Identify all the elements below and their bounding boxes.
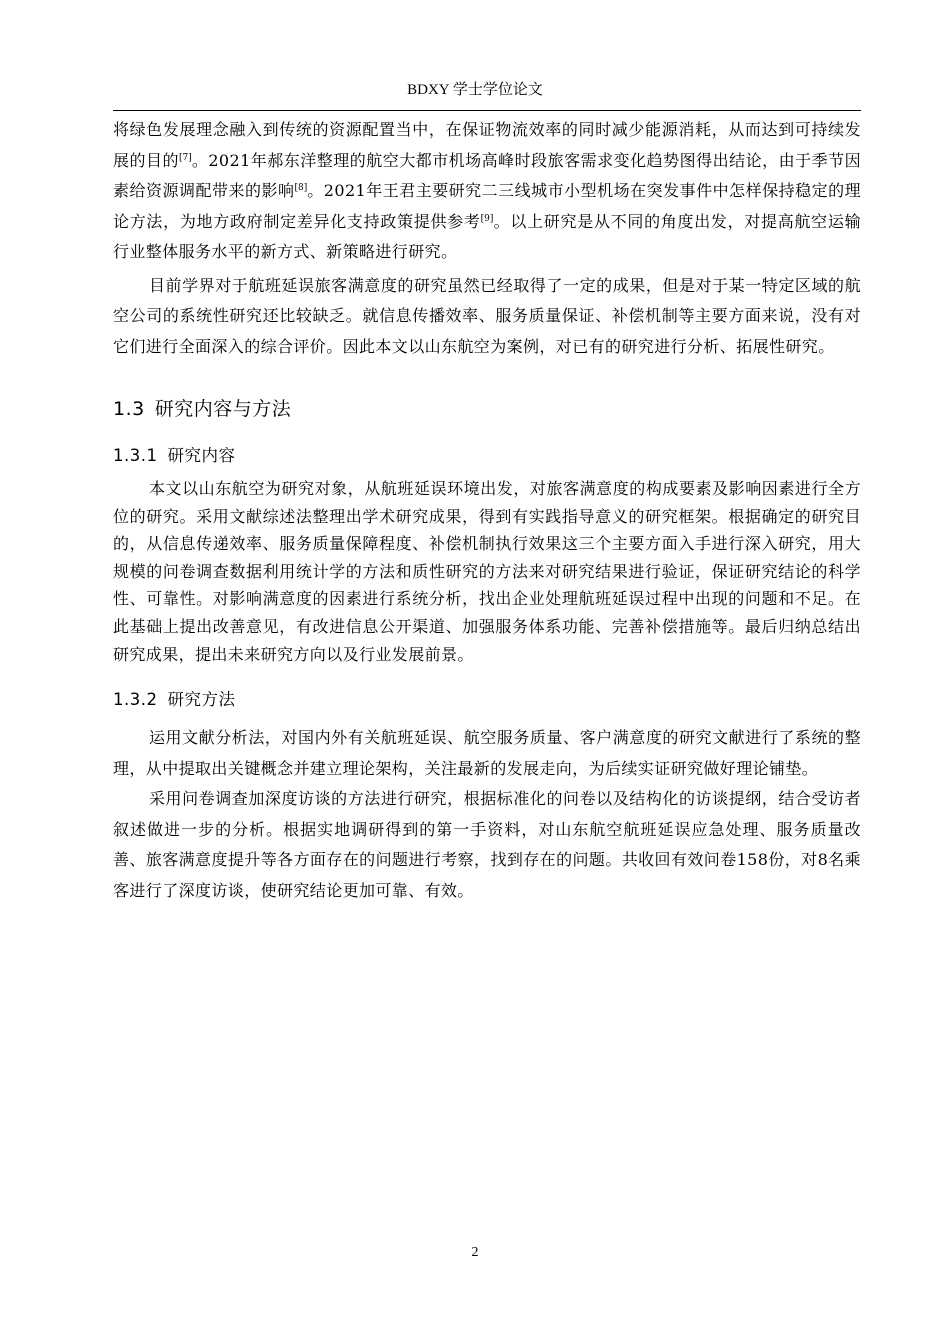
method-paragraph-survey: 采用问卷调查加深度访谈的方法进行研究，根据标准化的问卷以及结构化的访谈提纲，结合受访者叙述做进一步的分析。根据实地调研得到的第一手资料，对山东航空航班延误应急处理、服务质量改善、旅客满意度提升等各方面存在的问题进行考察，找到存在的问题。共收回有效问卷158份，对8名乘客进行了深度访谈，使研究结论更加可靠、有效。 xyxy=(113,789,861,900)
citation-ref: [8] xyxy=(294,183,308,193)
subsection-heading xyxy=(113,688,861,712)
method-paragraph-literature: 运用文献分析法，对国内外有关航班延误、航空服务质量、客户满意度的研究文献进行了系统的整理，从中提取出关键概念并建立理论架构，关注最新的发展走向，为后续实证研究做好理论铺垫。 xyxy=(113,728,861,778)
subsection-number: 1.3.2 xyxy=(113,690,158,710)
text-segment: 。2021年王君主要研究二三线城市小型机场在突发事件中怎样保持稳定的理论方法，为地方政府制定差异化支持政策提供参考 xyxy=(113,181,861,231)
text-segment: 。以上研究是从不同的角度出发，对提高航空运输行业整体服务水平的新方式、新策略进行研究。 xyxy=(113,211,861,261)
research-content-paragraph: 本文以山东航空为研究对象，从航班延误环境出发，对旅客满意度的构成要素及影响因素进行全方位的研究。采用文献综述法整理出学术研究成果，得到有实践指导意义的研究框架。根据确定的研究目的，从信息传递效率、服务质量保障程度、补偿机制执行效果这三个主要方面入手进行深入研究，用大规模的问卷调查数据利用统计学的方法和质性研究的方法来对研究结果进行验证，保证研究结论的科学性、可靠性。对影响满意度的因素进行系统分析，找出企业处理航班延误过程中出现的问题和不足。在此基础上提出改善意见，有改进信息公开渠道、加强服务体系功能、完善补偿措施等。最后归纳总结出研究成果，提出未来研究方向以及行业发展前景。 xyxy=(113,479,861,664)
page-header: BDXY 学士学位论文 xyxy=(407,82,543,98)
literature-review-paragraph xyxy=(113,115,861,268)
citation-ref: [7] xyxy=(178,152,192,163)
section-heading xyxy=(113,396,861,422)
header-rule xyxy=(113,110,861,111)
subsection-title: 研究方法 xyxy=(167,690,236,710)
text-segment: 。2021年郝东洋整理的航空大都市机场高峰时段旅客需求变化趋势图得出结论，由于季节因素给资源调配带来的影响 xyxy=(113,150,861,200)
subsection-number: 1.3.1 xyxy=(113,446,158,465)
text-segment: 将绿色发展理念融入到传统的资源配置当中，在保证物流效率的同时减少能源消耗，从而达到可持续发展的目的 xyxy=(113,120,861,170)
citation-ref: [9] xyxy=(480,213,494,224)
subsection-title: 研究内容 xyxy=(167,446,236,465)
research-gap-paragraph: 目前学界对于航班延误旅客满意度的研究虽然已经取得了一定的成果，但是对于某一特定区域的航空公司的系统性研究还比较缺乏。就信息传播效率、服务质量保证、补偿机制等主要方面来说，没有对它们进行全面深入的综合评价。因此本文以山东航空为案例，对已有的研究进行分析、拓展性研究。 xyxy=(113,275,861,356)
section-title: 研究内容与方法 xyxy=(154,398,292,420)
page-number: 2 xyxy=(471,1245,479,1260)
section-number: 1.3 xyxy=(113,398,145,420)
subsection-heading xyxy=(113,444,861,468)
page-body xyxy=(113,115,861,906)
